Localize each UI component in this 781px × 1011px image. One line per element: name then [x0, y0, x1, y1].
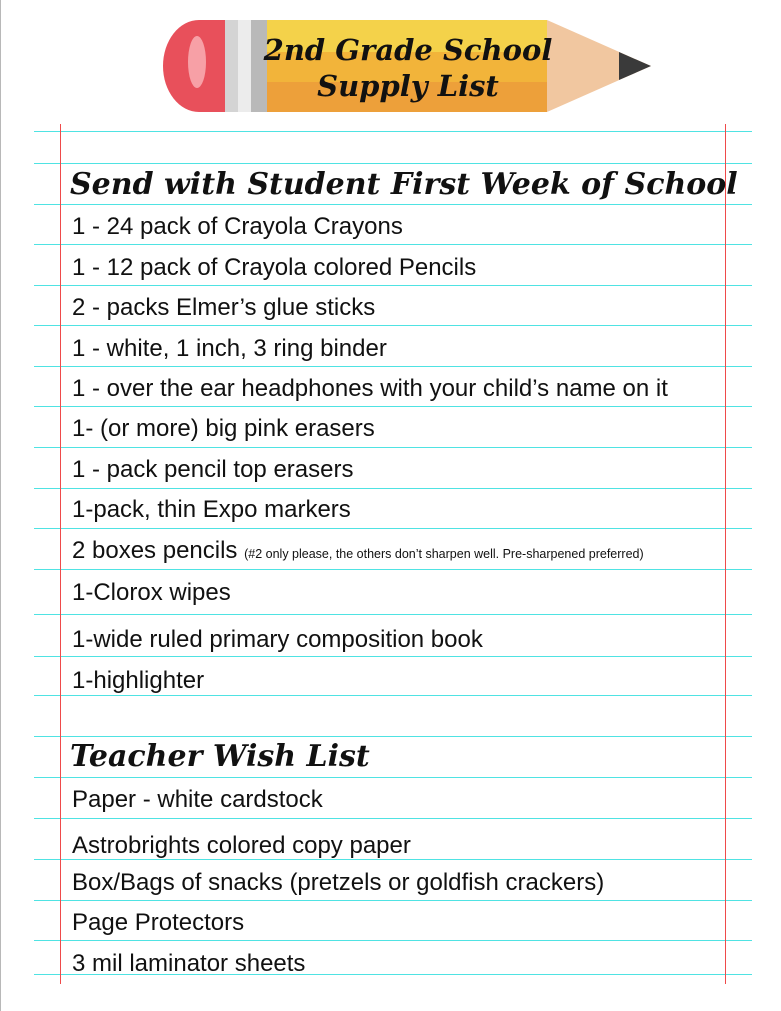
section-heading-send-with-student: Send with Student First Week of School	[70, 167, 738, 202]
list-item: 1-wide ruled primary composition book	[72, 626, 483, 653]
section-heading-teacher-wish-list: Teacher Wish List	[70, 739, 370, 774]
list-item: 1 - 12 pack of Crayola colored Pencils	[72, 254, 477, 281]
list-item-with-note	[72, 537, 644, 568]
list-item: 1- (or more) big pink erasers	[72, 415, 375, 442]
list-item: 1-pack, thin Expo markers	[72, 496, 351, 523]
title-line-1: 2nd Grade School	[263, 33, 553, 67]
pencil-banner	[163, 20, 653, 112]
page-border	[0, 0, 1, 1011]
pencils-note: (#2 only please, the others don’t sharpen well. Pre-sharpened preferred)	[244, 547, 644, 561]
list-item: 2 - packs Elmer’s glue sticks	[72, 294, 376, 321]
left-margin-line	[60, 124, 61, 984]
list-item: Astrobrights colored copy paper	[72, 832, 411, 859]
list-item: 1 - over the ear headphones with your child’s name on it	[72, 375, 668, 402]
list-item: 1 - 24 pack of Crayola Crayons	[72, 213, 403, 240]
right-margin-line	[725, 124, 726, 984]
list-item: Paper - white cardstock	[72, 786, 323, 813]
list-item: 1-Clorox wipes	[72, 579, 231, 606]
list-item: Box/Bags of snacks (pretzels or goldfish crackers)	[72, 869, 605, 896]
list-item: 3 mil laminator sheets	[72, 950, 306, 977]
list-item: 1-highlighter	[72, 667, 205, 694]
list-item: 1 - white, 1 inch, 3 ring binder	[72, 335, 387, 362]
list-item: Page Protectors	[72, 909, 245, 936]
title-line-2: Supply List	[317, 69, 499, 103]
list-item: 1 - pack pencil top erasers	[72, 456, 354, 483]
list-item-text: 2 boxes pencils	[72, 537, 238, 564]
